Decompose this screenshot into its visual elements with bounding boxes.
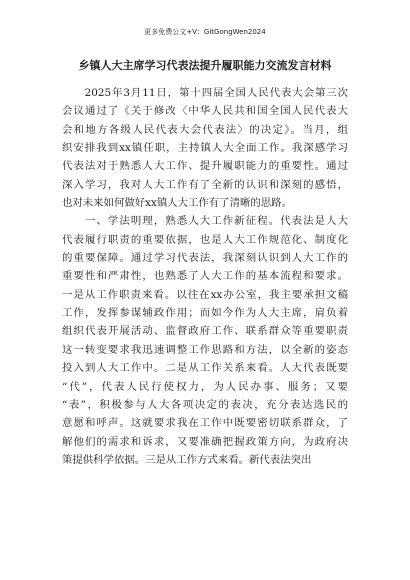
body-line: 重要性和严肃性，也熟悉了人大工作的基本流程和要求。 [62, 270, 348, 283]
body-line: 会和地方各级人民代表大会代表法〉的决定》。当月，组 [62, 123, 348, 136]
body-line: 这一转变要求我迅速调整工作思路和方法，以全新的姿态 [62, 343, 348, 356]
body-line: 深入学习，我对人大工作有了全新的认识和深刻的感悟， [62, 178, 348, 191]
page-header: 更多免费公文+V：GitGongWen2024 [144, 28, 266, 36]
body-line: 代表法对于熟悉人大工作、提升履职能力的重要性。通过 [62, 160, 348, 173]
body-line: 的重要保障。通过学习代表法，我深刻认识到人大工作的 [62, 252, 348, 265]
body-line: 一是从工作职责来看。以往在xx办公室，我主要承担文稿 [62, 288, 348, 301]
body-line: 工作，发挥参谋辅政作用；而如今作为人大主席，肩负着 [62, 307, 348, 320]
body-line: “表”，积极参与人大各项决定的表决，充分表达选民的 [62, 398, 348, 411]
body-line: 也对未来如何做好xx镇人大工作有了清晰的思路。 [62, 197, 292, 210]
body-line: 一、学法明理，熟悉人大工作新征程。代表法是人大 [62, 215, 348, 228]
body-line: 代表履行职责的重要依据，也是人大工作规范化、制度化 [62, 233, 348, 246]
body-line: 策提供科学依据。三是从工作方式来看。新代表法突出 [62, 453, 312, 466]
body-line: “代”，代表人民行使权力，为人民办事、服务；又要 [62, 380, 348, 393]
body-line: 解他们的需求和诉求，又要准确把握政策方向，为政府决 [62, 435, 348, 448]
document-title: 乡镇人大主席学习代表法提升履职能力交流发言材料 [78, 59, 332, 72]
body-line: 会议通过了《关于修改〈中华人民共和国全国人民代表大 [62, 105, 348, 118]
body-line: 组织代表开展活动、监督政府工作、联系群众等重要职责 [62, 325, 348, 338]
body-line: 2025年3月11日，第十四届全国人民代表大会第三次 [62, 87, 348, 99]
body-line: 投入到人大工作中。二是从工作关系来看。人大代表既要 [62, 362, 348, 375]
body-line: 织安排我到xx镇任职，主持镇人大全面工作。我深感学习 [62, 142, 348, 155]
document-body [62, 84, 348, 469]
body-line: 意愿和呼声。这就要求我在工作中既要密切联系群众，了 [62, 417, 348, 430]
